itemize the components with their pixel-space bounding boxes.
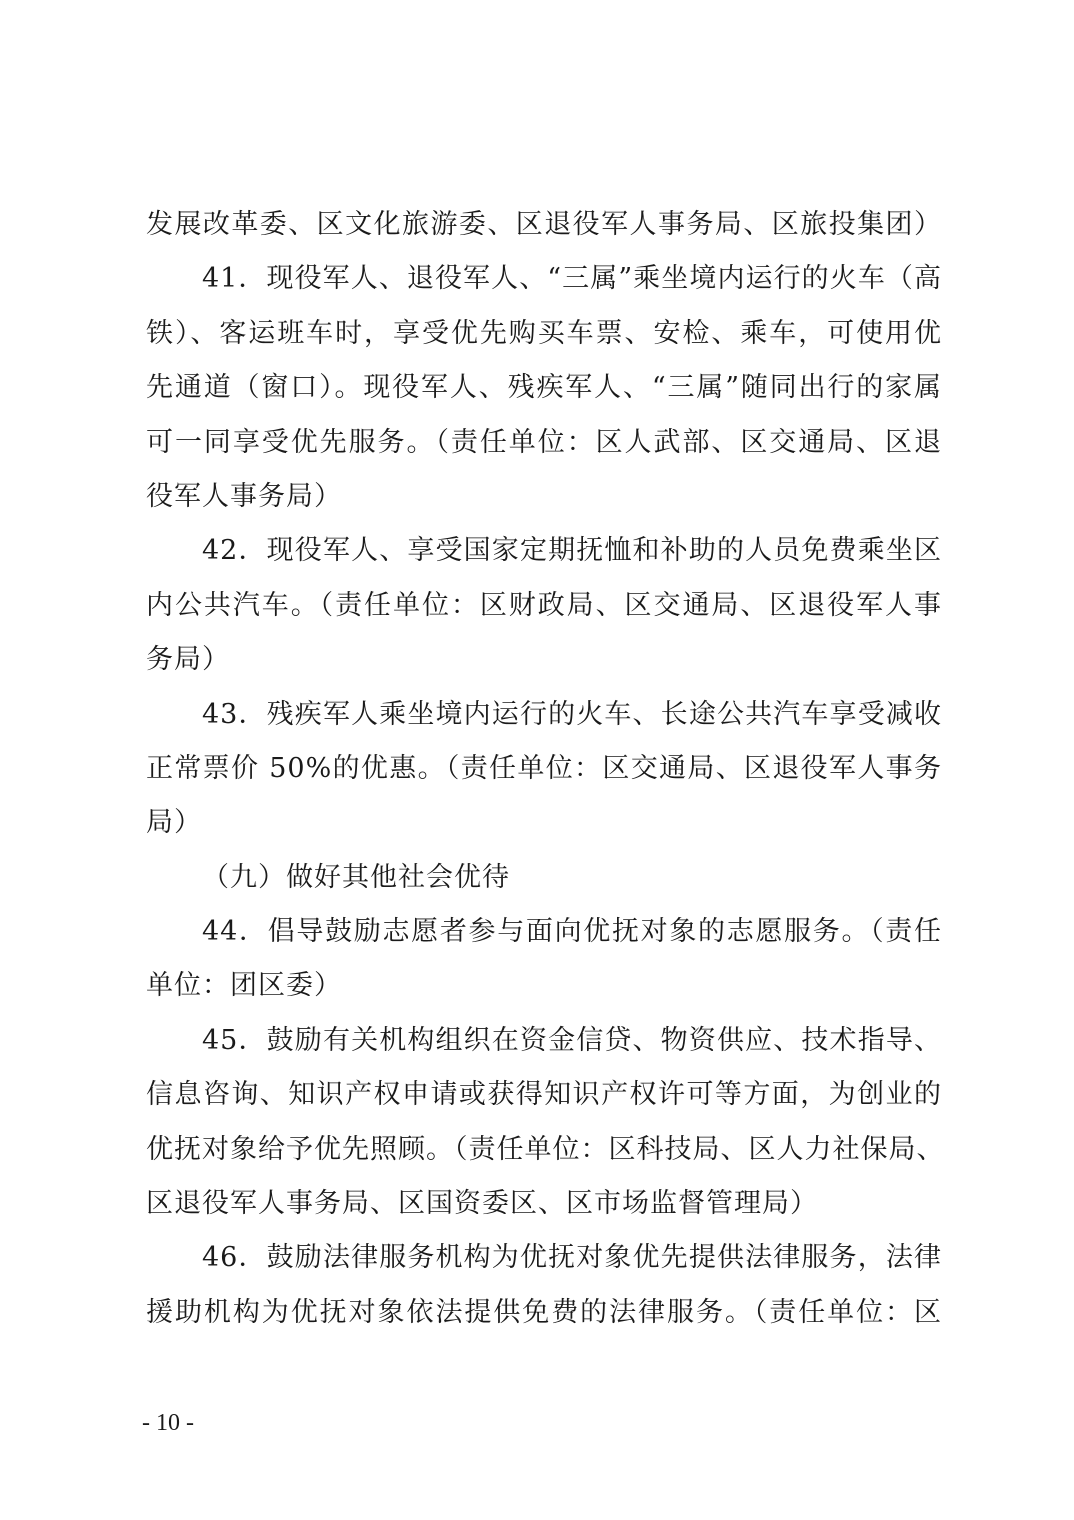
text-line: 役军人事务局） bbox=[146, 480, 342, 512]
paragraph-41-start: 41．现役军人、退役军人、“三属”乘坐境内运行的火车（高 bbox=[202, 263, 942, 295]
paragraph-46-start: 46．鼓励法律服务机构为优抚对象优先提供法律服务，法律 bbox=[202, 1242, 942, 1274]
text-line: 可一同享受优先服务。（责任单位：区人武部、区交通局、区退 bbox=[146, 426, 942, 458]
text-line: 正常票价 50%的优惠。（责任单位：区交通局、区退役军人事务 bbox=[146, 752, 942, 784]
body-text bbox=[146, 198, 945, 1340]
text-line: 信息咨询、知识产权申请或获得知识产权许可等方面，为创业的 bbox=[146, 1079, 942, 1111]
page-number: - 10 - bbox=[142, 1410, 194, 1436]
text-line: 区退役军人事务局、区国资委区、区市场监督管理局） bbox=[146, 1188, 818, 1220]
text-line: 局） bbox=[146, 807, 202, 839]
text-line: 援助机构为优抚对象依法提供免费的法律服务。（责任单位：区 bbox=[146, 1296, 942, 1328]
text-line: 发展改革委、区文化旅游委、区退役军人事务局、区旅投集团） bbox=[146, 209, 942, 240]
text-line: 先通道（窗口）。现役军人、残疾军人、“三属”随同出行的家属 bbox=[146, 372, 942, 404]
paragraph-44-start: 44．倡导鼓励志愿者参与面向优抚对象的志愿服务。（责任 bbox=[202, 916, 942, 948]
paragraph-43-start: 43．残疾军人乘坐境内运行的火车、长途公共汽车享受减收 bbox=[202, 698, 942, 730]
paragraph-42-start: 42．现役军人、享受国家定期抚恤和补助的人员免费乘坐区 bbox=[202, 535, 942, 567]
text-line: 优抚对象给予优先照顾。（责任单位：区科技局、区人力社保局、 bbox=[146, 1133, 945, 1165]
section-heading: （九）做好其他社会优待 bbox=[202, 861, 510, 893]
paragraph-45-start: 45．鼓励有关机构组织在资金信贷、物资供应、技术指导、 bbox=[202, 1024, 942, 1056]
text-line: 内公共汽车。（责任单位：区财政局、区交通局、区退役军人事 bbox=[146, 589, 942, 621]
text-line: 务局） bbox=[146, 644, 230, 676]
text-line: 铁）、客运班车时，享受优先购买车票、安检、乘车，可使用优 bbox=[146, 317, 942, 349]
text-line: 单位：团区委） bbox=[146, 970, 342, 1002]
